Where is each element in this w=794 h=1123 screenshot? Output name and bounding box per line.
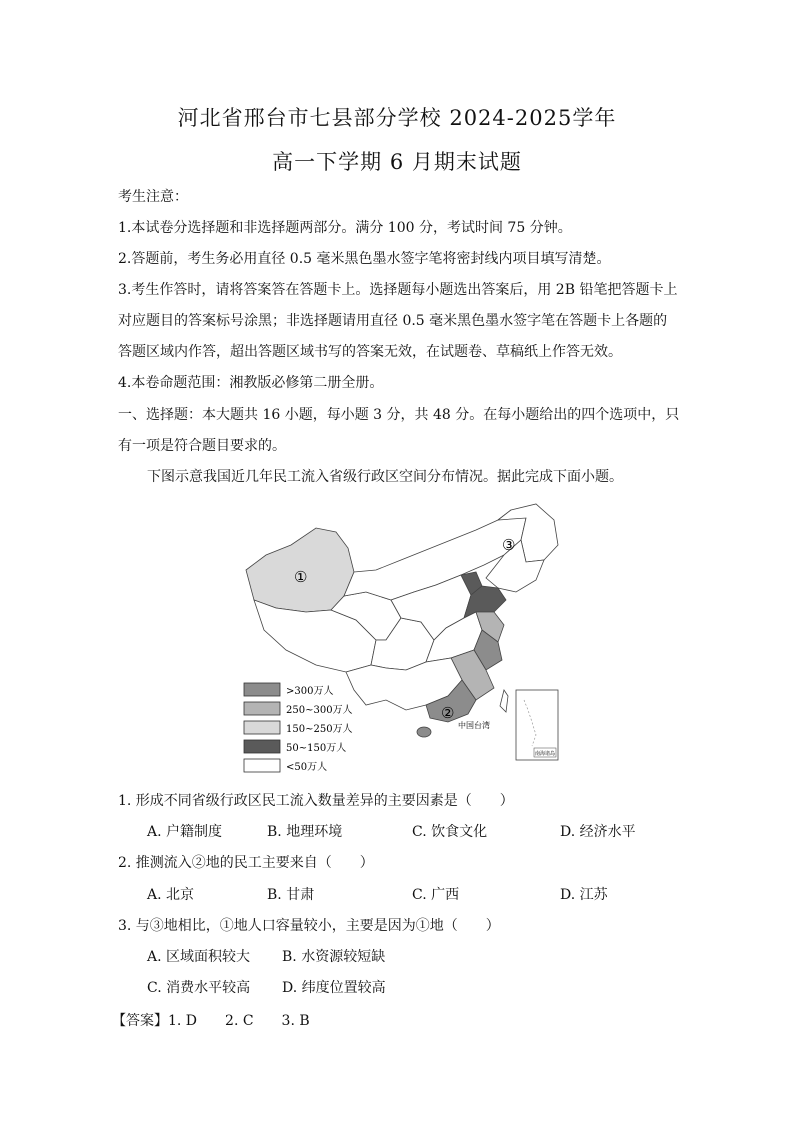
inset-label: 南海诸岛 (535, 751, 556, 757)
legend-label: <50万人 (286, 762, 328, 773)
legend-label: 250~300万人 (286, 705, 353, 716)
q2-option-c: C. 广西 (412, 887, 460, 903)
legend-swatch (244, 740, 280, 753)
q1-option-d: D. 经济水平 (560, 824, 636, 840)
q1-option-a: A. 户籍制度 (147, 824, 223, 840)
q3-option-d: D. 纬度位置较高 (282, 980, 386, 996)
map-intro: 下图示意我国近几年民工流入省级行政区空间分布情况。据此完成下面小题。 (147, 469, 623, 485)
title-line-1: 河北省邢台市七县部分学校 2024-2025学年 (177, 106, 617, 130)
legend-swatch (244, 759, 280, 772)
section-heading-2: 有一项是符合题目要求的。 (118, 438, 286, 454)
q1-option-c: C. 饮食文化 (412, 824, 488, 840)
region-taiwan (500, 690, 508, 712)
map-label-2: ② (441, 704, 455, 722)
q3-option-a: A. 区域面积较大 (147, 949, 251, 965)
note-4: 4.本卷命题范围：湘教版必修第二册全册。 (118, 375, 384, 391)
map-label-3: ③ (502, 536, 516, 554)
legend-swatch (244, 721, 280, 734)
legend-swatch (244, 683, 280, 696)
answer-line (112, 1010, 310, 1030)
note-3b: 对应题目的答案标号涂黑；非选择题请用直径 0.5 毫米黑色墨水签字笔在答题卡上各题的 (118, 313, 668, 329)
notes-heading: 考生注意： (118, 189, 188, 205)
legend-label: 50~150万人 (286, 743, 347, 754)
note-1: 1.本试卷分选择题和非选择题两部分。满分 100 分，考试时间 75 分钟。 (118, 220, 572, 236)
note-3a: 3.考生作答时，请将答案答在答题卡上。选择题每小题选出答案后，用 2B 铅笔把答题卡上 (118, 282, 678, 298)
note-3c: 答题区域内作答，超出答题区域书写的答案无效，在试题卷、草稿纸上作答无效。 (118, 344, 622, 360)
legend-swatch (244, 702, 280, 715)
question-3-stem: 3. 与③地相比，①地人口容量较小，主要是因为①地（ ） (118, 918, 500, 934)
question-1-stem: 1. 形成不同省级行政区民工流入数量差异的主要因素是（ ） (118, 793, 514, 809)
map-legend (244, 683, 353, 773)
china-map (236, 500, 566, 782)
map-label-taiwan: 中国台湾 (458, 721, 490, 730)
map-label-1: ① (294, 568, 308, 586)
q3-option-c: C. 消费水平较高 (147, 980, 251, 996)
region-hainan (417, 727, 431, 737)
q1-option-b: B. 地理环境 (267, 824, 343, 840)
answer-label: 【答案】 (112, 1013, 168, 1029)
legend-label: 150~250万人 (286, 724, 353, 735)
question-2-stem: 2. 推测流入②地的民工主要来自（ ） (118, 855, 374, 871)
q3-option-b: B. 水资源较短缺 (282, 949, 386, 965)
q2-option-b: B. 甘肃 (267, 887, 315, 903)
q2-option-d: D. 江苏 (560, 887, 608, 903)
q2-option-a: A. 北京 (147, 887, 195, 903)
title-line-2: 高一下学期 6 月期末试题 (272, 150, 522, 174)
china-map-figure (236, 500, 566, 782)
note-2: 2.答题前，考生务必用直径 0.5 毫米黑色墨水签字笔将密封线内项目填写清楚。 (118, 251, 611, 267)
section-heading-1: 一、选择题：本大题共 16 小题，每小题 3 分，共 48 分。在每小题给出的四个选项中，只 (118, 407, 680, 423)
legend-label: >300万人 (286, 686, 334, 697)
answer-text: 1. D 2. C 3. B (168, 1013, 310, 1029)
